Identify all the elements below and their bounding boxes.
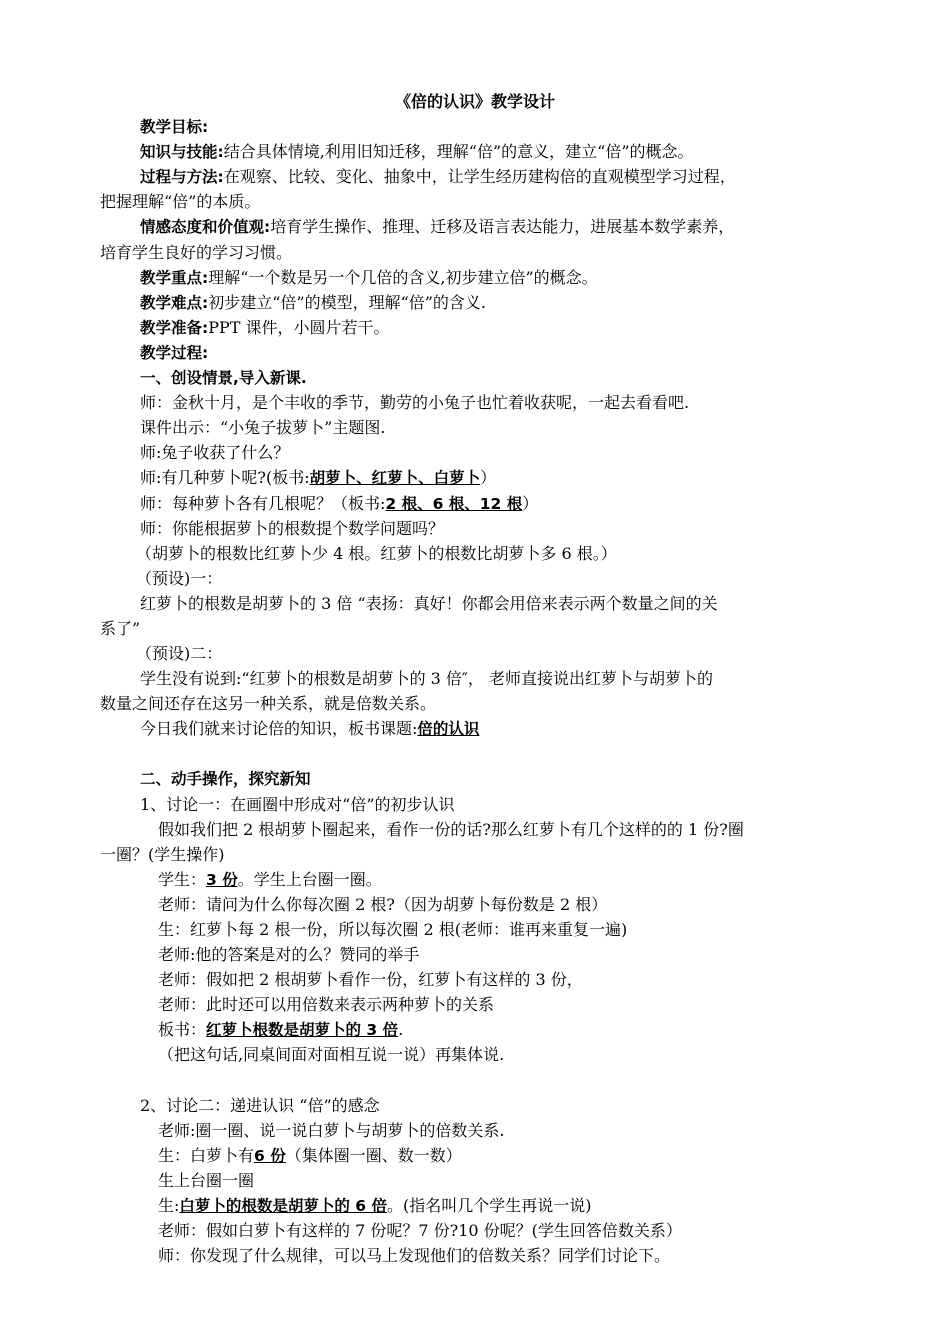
emotion-values-text: 培育学生操作、推理、迁移及语言表达能力，进展基本数学素养， [270, 217, 735, 237]
part1-line-7: （胡萝卜的根数比红萝卜少 4 根。红萝卜的根数比胡萝卜多 6 根。） [136, 543, 617, 563]
part2-heading [100, 766, 870, 791]
knowledge-skill-text: 结合具体情境,利用旧知迁移，理解“倍”的意义，建立“倍”的概念。 [223, 142, 694, 162]
part1-line-9: 红萝卜的根数是胡萝卜的 3 倍 “表扬：真好！你都会用倍来表示两个数量之间的关 [140, 593, 718, 613]
emotion-values-line-2: 培育学生良好的学习习惯。 [100, 242, 293, 262]
part1-heading [100, 365, 870, 390]
board-lesson-title: 倍的认识 [417, 720, 480, 739]
part1-line-5-start: 师：每种萝卜各有几根呢？（板书: [140, 493, 386, 513]
spacer [100, 1068, 870, 1093]
emotion-values-line [100, 214, 870, 239]
discussion-1-line-3-start: 学生： [158, 869, 207, 889]
discussion-2-line-1: 老师:圈一圈、说一说白萝卜与胡萝卜的倍数关系. [158, 1120, 505, 1140]
board-carrot-counts: 2 根、6 根、12 根 [385, 494, 523, 513]
knowledge-skill-line [100, 139, 870, 164]
document-title: 《倍的认识》教学设计 [394, 92, 555, 111]
teaching-focus-label: 教学重点: [140, 268, 209, 287]
teaching-process-label: 教学过程: [140, 343, 209, 362]
board-carrot-types: 胡萝卜、红萝卜、白萝卜 [309, 469, 481, 488]
discussion-2-line-6: 师：你发现了什么规律，可以马上发现他们的倍数关系？同学们讨论下。 [158, 1246, 671, 1266]
discussion-2-line-2-end: （集体圈一圈、数一数） [285, 1145, 462, 1165]
discussion-2-line-2 [100, 1143, 870, 1168]
teaching-difficulty-line [100, 290, 870, 315]
teaching-prep-line [100, 315, 870, 340]
part1-line-3: 师:兔子收获了什么？ [140, 443, 290, 463]
discussion-2-line-5: 老师：假如白萝卜有这样的 7 份呢？7 份?10 份呢？(学生回答倍数关系） [158, 1221, 682, 1241]
process-method-text: 在观察、比较、变化、抽象中，让学生经历建构倍的直观模型学习过程， [223, 167, 736, 187]
part1-line-4-start: 师:有几种萝卜呢?(板书: [140, 468, 310, 488]
part1-line-14-start: 今日我们就来讨论倍的知识，板书课题: [140, 719, 418, 739]
part1-heading-text: 一、创设情景,导入新课. [140, 369, 307, 388]
part1-line-8: （预设)一： [136, 568, 223, 588]
discussion-2-line-4 [100, 1193, 870, 1218]
emotion-values-label: 情感态度和价值观: [140, 218, 271, 237]
process-method-label: 过程与方法: [140, 168, 224, 187]
discussion-1-line-4: 老师：请问为什么你每次圈 2 根?（因为胡萝卜每份数是 2 根） [158, 894, 608, 914]
document-page [100, 89, 870, 1268]
spacer [100, 741, 870, 766]
goals-heading [100, 114, 870, 139]
discussion-1-line-3 [100, 867, 870, 892]
discussion-1-line-2: 一圈？(学生操作) [100, 844, 225, 864]
discussion-1-line-1: 假如我们把 2 根胡萝卜圈起来，看作一份的话?那么红萝卜有几个这样的的 1 份?圈 [158, 819, 744, 839]
teaching-difficulty-text: 初步建立“倍”的模型，理解“倍”的含义. [208, 292, 487, 312]
part1-line-12: 学生没有说到:“红萝卜的根数是胡萝卜的 3 倍″， 老师直接说出红萝卜与胡萝卜的 [140, 669, 713, 689]
part1-line-6: 师：你能根据萝卜的根数提个数学问题吗？ [140, 518, 445, 538]
board-red-is-three-times: 红萝卜根数是胡萝卜的 3 倍 [206, 1021, 399, 1040]
part1-line-11: （预设)二： [136, 644, 223, 664]
discussion-1-line-5: 生：红萝卜每 2 根一份，所以每次圈 2 根(老师：谁再来重复一遍) [158, 920, 628, 939]
part1-line-4-end: ） [480, 468, 497, 488]
teaching-prep-text: PPT 课件，小圆片若干。 [208, 317, 390, 337]
discussion-1-line-9-start: 板书： [158, 1020, 207, 1040]
part1-line-5 [100, 491, 870, 516]
part1-line-4 [100, 465, 870, 490]
discussion-1-line-10: （把这句话,同桌间面对面相互说一说）再集体说. [158, 1045, 505, 1065]
part1-line-13: 数量之间还存在这另一种关系，就是倍数关系。 [100, 694, 437, 714]
discussion-1-line-7: 老师：假如把 2 根胡萝卜看作一份，红萝卜有这样的 3 份， [158, 970, 583, 990]
teaching-difficulty-label: 教学难点: [140, 293, 209, 312]
discussion-2-heading: 2、讨论二：递进认识 “倍”的感念 [140, 1095, 380, 1115]
teaching-process-heading [100, 340, 870, 365]
discussion-1-line-6: 老师:他的答案是对的么？赞同的举手 [158, 945, 420, 965]
part1-line-10: 系了” [100, 618, 141, 638]
discussion-2-line-4-end: 。(指名叫几个学生再说一说) [387, 1195, 592, 1215]
discussion-2-line-3: 生上台圈一圈 [158, 1170, 255, 1190]
discussion-2-line-2-start: 生：白萝卜有 [158, 1145, 255, 1165]
teaching-prep-label: 教学准备: [140, 318, 209, 337]
part1-line-14 [100, 716, 870, 741]
teaching-focus-text: 理解“一个数是另一个几倍的含义,初步建立倍”的概念。 [208, 267, 598, 287]
knowledge-skill-label: 知识与技能: [140, 143, 224, 162]
part1-line-5-end: ） [522, 493, 539, 513]
discussion-1-line-9-end: . [398, 1020, 404, 1040]
board-white-is-six-times: 白萝卜的根数是胡萝卜的 6 倍 [179, 1196, 387, 1215]
part2-heading-text: 二、动手操作，探究新知 [140, 770, 311, 789]
discussion-1-line-8: 老师：此时还可以用倍数来表示两种萝卜的关系 [158, 995, 495, 1015]
discussion-1-line-3-end: 。学生上台圈一圈。 [237, 869, 382, 889]
discussion-1-heading: 1、讨论一：在画圈中形成对“倍”的初步认识 [140, 794, 455, 814]
part1-line-1: 师：金秋十月，是个丰收的季节，勤劳的小兔子也忙着收获呢，一起去看看吧. [140, 393, 690, 413]
process-method-line-2: 把握理解“倍”的本质。 [100, 192, 261, 212]
goals-heading-label: 教学目标: [140, 118, 209, 137]
teaching-focus-line [100, 265, 870, 290]
discussion-2-line-4-start: 生: [158, 1195, 180, 1215]
discussion-1-line-9 [100, 1017, 870, 1042]
answer-six-portions: 6 份 [254, 1146, 286, 1165]
part1-line-2: 课件出示：“小兔子拔萝卜”主题图. [140, 418, 386, 438]
process-method-line [100, 164, 870, 189]
answer-three-portions: 3 份 [206, 870, 238, 889]
